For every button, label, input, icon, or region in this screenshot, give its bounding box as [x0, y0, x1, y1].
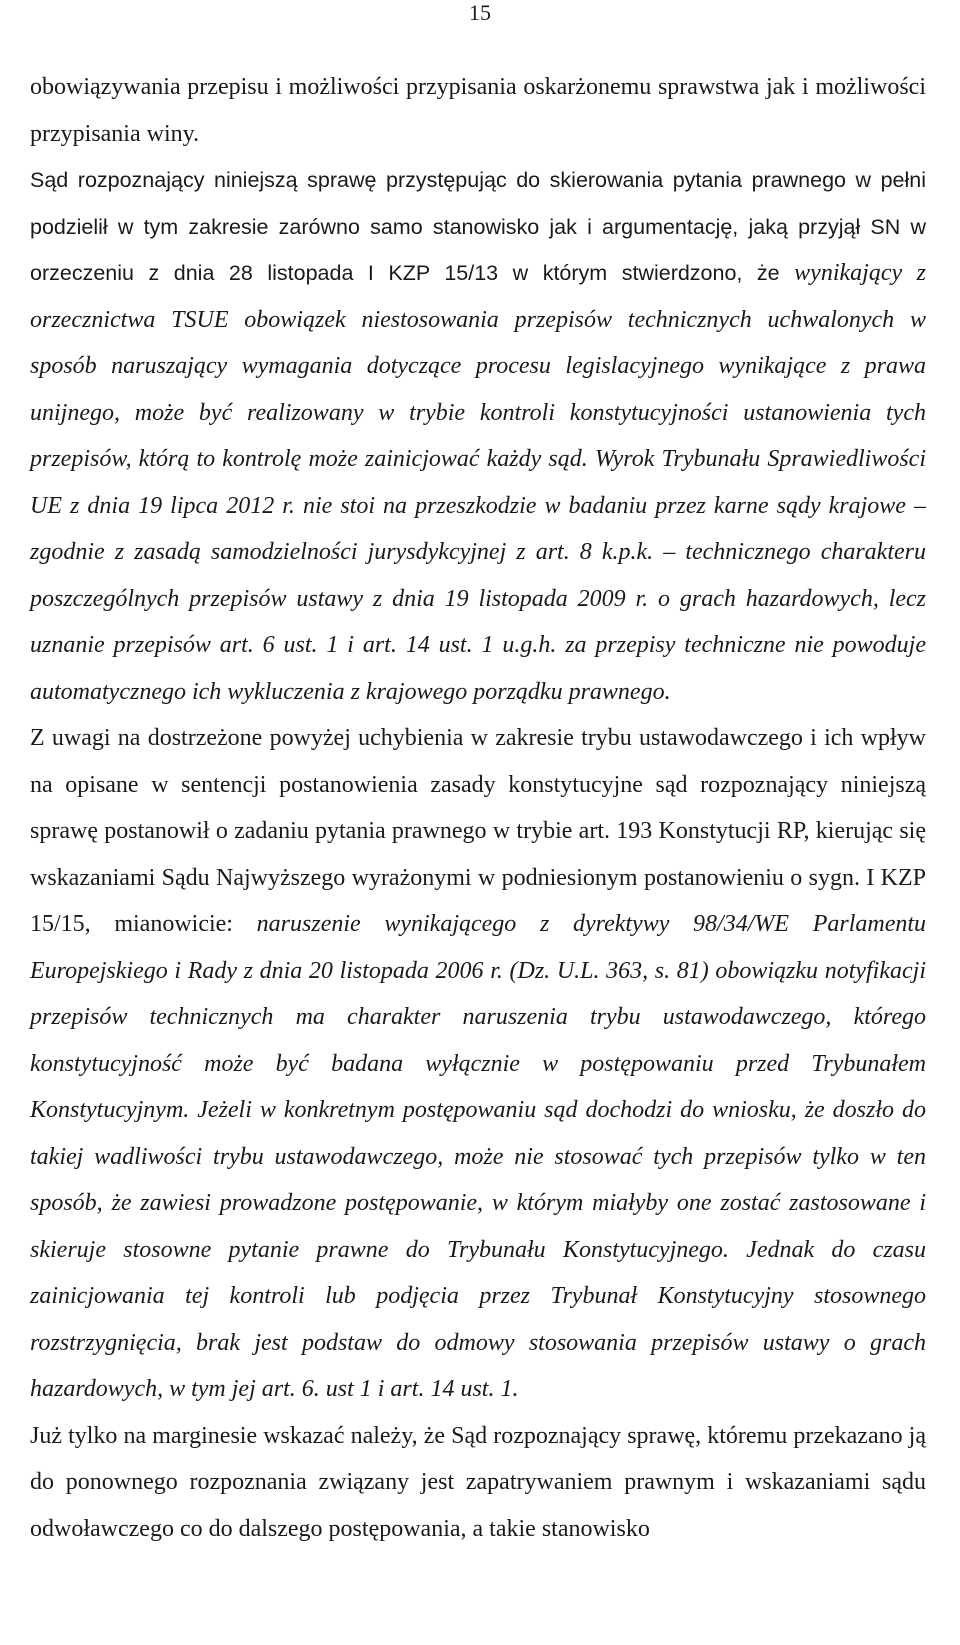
paragraph-1: obowiązywania przepisu i możliwości przypisania oskarżonemu sprawstwa jak i możliwości przypisania winy. — [30, 74, 926, 147]
paragraph-4: Już tylko na marginesie wskazać należy, że Sąd rozpoznający sprawę, któremu przekazano ją do ponownego rozpoznania związany jest zapatrywaniem prawnym i wskazaniami sądu odwoławczego co do dalszego postępowania, a takie stanowisko — [30, 1422, 926, 1542]
document-body — [30, 64, 926, 1552]
paragraph-3-text: Z uwagi na dostrzeżone powyżej uchybienia w zakresie trybu ustawodawczego i ich wpływ na opisane w sentencji postanowienia zasady konstytucyjne sąd rozpoznający niniejszą sprawę postanowił o zadaniu pytania prawnego w trybie art. 193 Konstytucji RP, kierując się wskazaniami Sądu Najwyższego wyrażonymi w podniesionym postanowieniu o sygn. I KZP 15/15, mianowicie: — [30, 725, 926, 937]
page-number: 15 — [469, 0, 491, 25]
paragraph-2-quote: wynikający z orzecznictwa TSUE obowiązek niestosowania przepisów technicznych uchwalonych w sposób naruszający wymagania dotyczące procesu legislacyjnego wynikające z prawa unijnego, może być realizowany w trybie kontroli konstytucyjności ustanowienia tych przepisów, którą to kontrolę może zainicjować każdy sąd. Wyrok Trybunału Sprawiedliwości UE z dnia 19 lipca 2012 r. nie stoi na przeszkodzie w badaniu przez karne sądy krajowe – zgodnie z zasadą samodzielności jurysdykcyjnej z art. 8 k.p.k. – technicznego charakteru poszczególnych przepisów ustawy z dnia 19 listopada 2009 r. o grach hazardowych, lecz uznanie przepisów art. 6 ust. 1 i art. 14 ust. 1 u.g.h. za przepisy techniczne nie powoduje automatycznego ich wykluczenia z krajowego porządku prawnego. — [30, 260, 927, 705]
paragraph-3-quote: naruszenie wynikającego z dyrektywy 98/34/WE Parlamentu Europejskiego i Rady z dnia 20 listopada 2006 r. (Dz. U.L. 363, s. 81) obowiązku notyfikacji przepisów technicznych ma charakter naruszenia trybu ustawodawczego, którego konstytucyjność może być badana wyłącznie w postępowaniu przed Trybunałem Konstytucyjnym. Jeżeli w konkretnym postępowaniu sąd dochodzi do wniosku, że doszło do takiej wadliwości trybu ustawodawczego, może nie stosować tych przepisów tylko w ten sposób, że zawiesi prowadzone postępowanie, w którym miałyby one zostać zastosowane i skieruje stosowne pytanie prawne do Trybunału Konstytucyjnego. Jednak do czasu zainicjowania tej kontroli lub podjęcia przez Trybunał Konstytucyjny stosownego rozstrzygnięcia, brak jest podstaw do odmowy stosowania przepisów ustawy o grach hazardowych, w tym jej art. 6. ust 1 i art. 14 ust. 1. — [30, 911, 927, 1402]
paragraph-3 — [30, 715, 926, 1413]
paragraph-2-text: Sąd rozpoznający niniejszą sprawę przystępując do skierowania pytania prawnego w pełni podzielił w tym zakresie zarówno samo stanowisko jak i argumentację, jaką przyjął SN w orzeczeniu z dnia 28 listopada I KZP 15/13 w którym stwierdzono, że — [30, 168, 926, 285]
paragraph-2 — [30, 157, 926, 715]
